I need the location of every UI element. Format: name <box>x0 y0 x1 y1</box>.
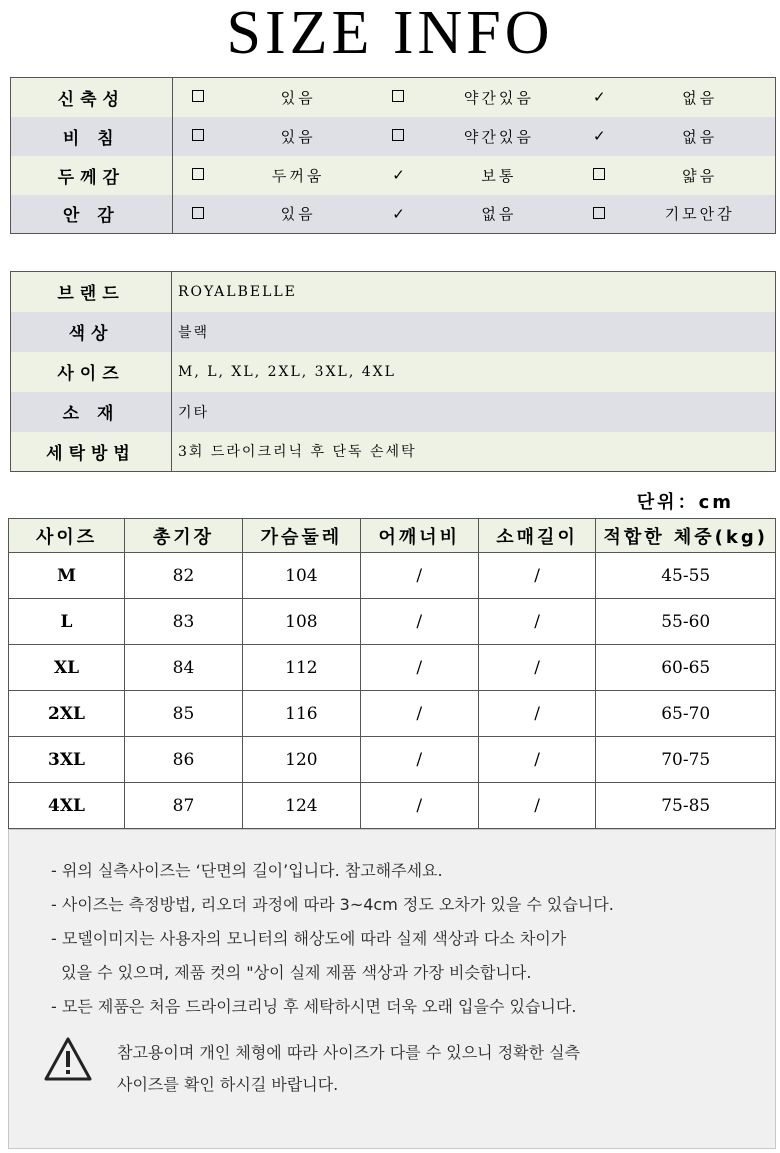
table-cell: 116 <box>242 691 360 737</box>
table-cell: M <box>9 553 125 599</box>
checkbox-icon <box>192 168 204 180</box>
option-unchecked <box>373 117 423 156</box>
table-cell: / <box>360 737 478 783</box>
size-table-header-cell: 소매길이 <box>478 519 596 553</box>
note-line: - 위의 실측사이즈는 ‘단면의 길이’입니다. 참고해주세요. <box>51 861 443 880</box>
info-value: 기타 <box>172 392 776 432</box>
table-cell: 104 <box>242 553 360 599</box>
table-cell: 60-65 <box>596 645 776 691</box>
info-label: 세탁방법 <box>11 432 172 472</box>
info-row <box>11 352 776 392</box>
table-cell: 65-70 <box>596 691 776 737</box>
checkmark-icon: ✓ <box>392 166 405 184</box>
table-cell: XL <box>9 645 125 691</box>
option-unchecked <box>172 195 223 234</box>
option-label: 있음 <box>223 117 374 156</box>
info-value: ROYALBELLE <box>172 272 776 312</box>
table-row <box>9 783 776 829</box>
table-cell: 120 <box>242 737 360 783</box>
product-info-table <box>10 271 776 472</box>
option-label: 있음 <box>223 195 374 234</box>
checkmark-icon: ✓ <box>592 88 606 107</box>
unit-label: 단위：cm <box>636 492 734 513</box>
checkmark-icon: ✓ <box>592 127 606 145</box>
table-cell: 85 <box>125 691 243 737</box>
table-cell: 108 <box>242 599 360 645</box>
option-unchecked <box>172 78 223 117</box>
table-cell: / <box>360 599 478 645</box>
table-cell: / <box>360 553 478 599</box>
note-line: - 사이즈는 측정방법, 리오더 과정에 따라 3~4cm 정도 오차가 있을 수 있습니다. <box>51 895 614 914</box>
info-label: 색상 <box>11 312 172 352</box>
info-value: 블랙 <box>172 312 776 352</box>
fabric-properties-table <box>10 77 776 234</box>
option-unchecked <box>373 78 423 117</box>
option-checked <box>373 156 423 195</box>
property-row <box>11 78 776 117</box>
table-cell: 83 <box>125 599 243 645</box>
option-unchecked <box>172 156 223 195</box>
table-cell: 87 <box>125 783 243 829</box>
option-label: 기모안감 <box>624 195 775 234</box>
option-label: 얇음 <box>624 156 775 195</box>
table-cell: 55-60 <box>596 599 776 645</box>
option-checked <box>574 117 624 156</box>
property-row <box>11 195 776 234</box>
size-table-header-cell: 가슴둘레 <box>242 519 360 553</box>
table-cell: 84 <box>125 645 243 691</box>
table-cell: / <box>478 599 596 645</box>
option-label: 없음 <box>424 195 575 234</box>
option-label: 약간있음 <box>424 78 575 117</box>
table-cell: 45-55 <box>596 553 776 599</box>
table-cell: 82 <box>125 553 243 599</box>
option-unchecked <box>172 117 223 156</box>
table-cell: / <box>478 737 596 783</box>
table-cell: / <box>360 691 478 737</box>
size-table-header-cell: 적합한 체중(kg) <box>596 519 776 553</box>
checkbox-icon <box>192 207 204 219</box>
note-line: - 모델이미지는 사용자의 모니터의 해상도에 따라 실제 색상과 다소 차이가 <box>51 929 567 948</box>
property-label: 신축성 <box>11 78 173 117</box>
table-cell: 4XL <box>9 783 125 829</box>
table-row <box>9 645 776 691</box>
checkbox-icon <box>192 90 204 102</box>
checkbox-icon <box>192 129 204 141</box>
option-label: 없음 <box>624 117 775 156</box>
table-cell: / <box>478 691 596 737</box>
note-line: 있을 수 있으며, 제품 컷의 "상이 실제 제품 색상과 가장 비슷합니다. <box>51 963 532 982</box>
property-label: 두께감 <box>11 156 173 195</box>
option-label: 없음 <box>624 78 775 117</box>
table-cell: / <box>360 783 478 829</box>
table-cell: L <box>9 599 125 645</box>
table-row <box>9 737 776 783</box>
property-row <box>11 117 776 156</box>
info-label: 브랜드 <box>11 272 172 312</box>
info-row <box>11 272 776 312</box>
checkbox-icon <box>593 207 605 219</box>
table-row <box>9 691 776 737</box>
notes-box <box>8 829 776 1149</box>
property-row <box>11 156 776 195</box>
option-unchecked <box>574 156 624 195</box>
table-row <box>9 553 776 599</box>
size-table-header-cell: 사이즈 <box>9 519 125 553</box>
table-cell: / <box>478 645 596 691</box>
info-label: 소 재 <box>11 392 172 432</box>
page-title: SIZE INFO <box>226 0 554 67</box>
option-checked <box>373 195 423 234</box>
note-line: - 모든 제품은 처음 드라이크리닝 후 세탁하시면 더욱 오래 입을수 있습니다. <box>51 997 577 1016</box>
table-cell: 112 <box>242 645 360 691</box>
warning-triangle-icon <box>43 1036 93 1082</box>
info-row <box>11 432 776 472</box>
table-cell: 70-75 <box>596 737 776 783</box>
size-table-header <box>9 519 776 553</box>
info-label: 사이즈 <box>11 352 172 392</box>
table-cell: 86 <box>125 737 243 783</box>
info-value: M, L, XL, 2XL, 3XL, 4XL <box>172 352 776 392</box>
warning-line: 참고용이며 개인 체형에 따라 사이즈가 다를 수 있으니 정확한 실측 <box>117 1043 581 1062</box>
warning-line: 사이즈를 확인 하시길 바랍니다. <box>117 1075 339 1094</box>
size-table-header-cell: 어깨너비 <box>360 519 478 553</box>
table-cell: 3XL <box>9 737 125 783</box>
info-row <box>11 312 776 352</box>
option-label: 두꺼움 <box>223 156 374 195</box>
checkbox-icon <box>392 129 404 141</box>
table-cell: / <box>360 645 478 691</box>
table-cell: 75-85 <box>596 783 776 829</box>
option-label: 약간있음 <box>424 117 575 156</box>
size-table <box>8 518 776 829</box>
option-label: 보통 <box>424 156 575 195</box>
size-table-header-cell: 총기장 <box>125 519 243 553</box>
property-label: 비 침 <box>11 117 173 156</box>
option-checked <box>574 78 624 117</box>
info-row <box>11 392 776 432</box>
option-label: 있음 <box>223 78 374 117</box>
info-value: 3회 드라이크리닉 후 단독 손세탁 <box>172 432 776 472</box>
table-cell: / <box>478 553 596 599</box>
table-cell: / <box>478 783 596 829</box>
table-cell: 124 <box>242 783 360 829</box>
checkbox-icon <box>392 90 404 102</box>
checkmark-icon: ✓ <box>392 204 405 223</box>
property-label: 안 감 <box>11 195 173 234</box>
checkbox-icon <box>593 168 605 180</box>
table-cell: 2XL <box>9 691 125 737</box>
option-unchecked <box>574 195 624 234</box>
table-row <box>9 599 776 645</box>
